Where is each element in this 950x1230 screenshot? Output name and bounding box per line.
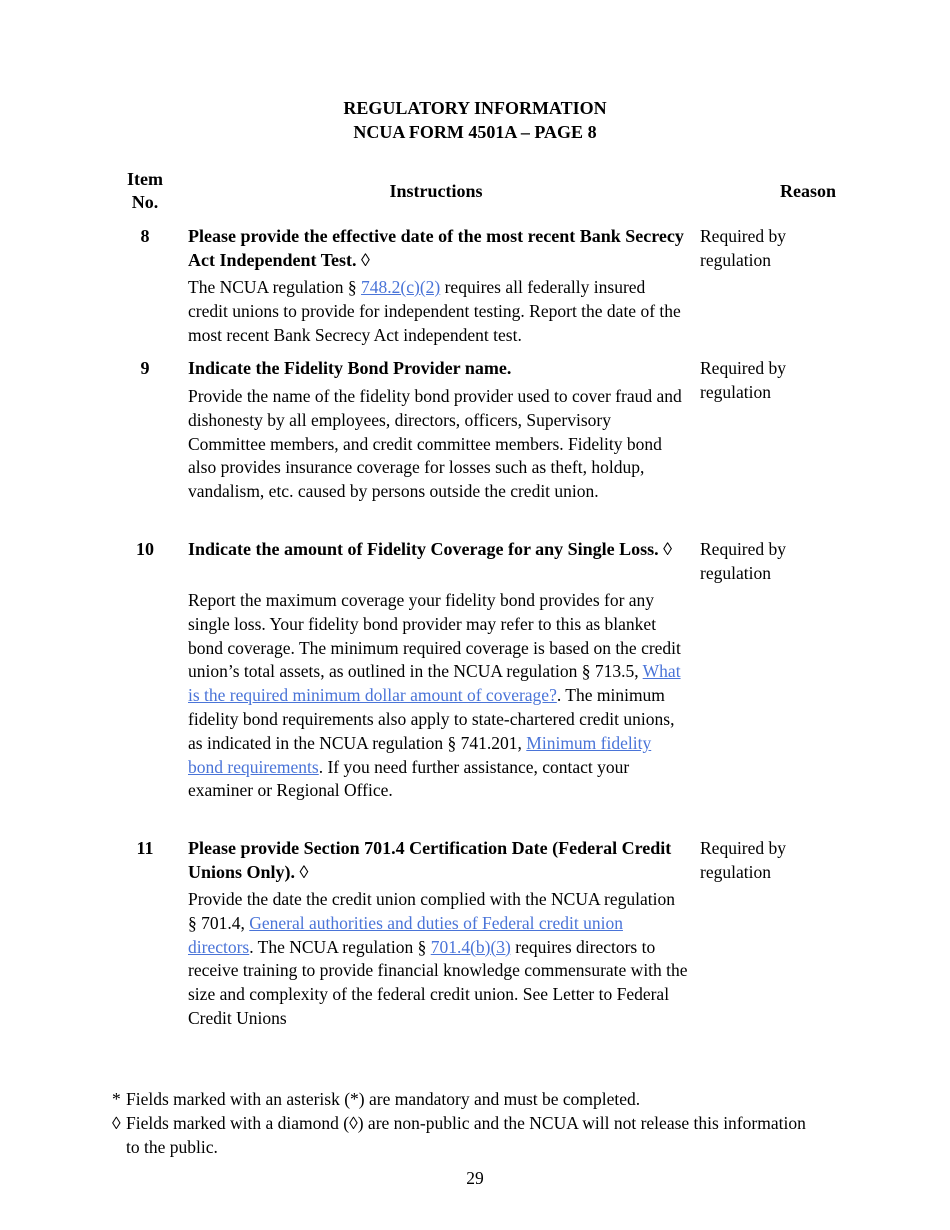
item-question: Indicate the Fidelity Bond Provider name. [188, 358, 512, 378]
item-number: 8 [140, 226, 150, 246]
item-description: Report the maximum coverage your fidelity bond provides for any single loss. Your fidelity bond provider may refer to this as blanket bond coverage. The minimum required coverage is based on the credit union’s total assets, as outlined in the NCUA regulation § 713.5, What is the required minimum dollar amount of coverage?. The minimum fidelity bond requirements also apply to state-chartered credit unions, as indicated in the NCUA regulation § 741.201, Minimum fidelity bond requirements. If you need further assistance, contact your examiner or Regional Office. [188, 590, 681, 801]
item-description: Provide the name of the fidelity bond provider used to cover fraud and dishonesty by all employees, directors, officers, Supervisory Committee members, and credit committee members. Fidelity bond also provides insurance coverage for losses such as theft, holdup, vandalism, etc. caused by persons outside the credit union. [188, 386, 682, 502]
diamond-mark: ◊ [112, 1113, 121, 1133]
regulation-link[interactable]: What is the required minimum dollar amount of coverage? [188, 661, 681, 706]
title-line-1: REGULATORY INFORMATION [343, 98, 607, 118]
item-question: Indicate the amount of Fidelity Coverage for any Single Loss. ◊ [188, 539, 673, 559]
item-number: 10 [136, 539, 154, 559]
regulation-link[interactable]: 748.2(c)(2) [361, 277, 441, 297]
regulation-link[interactable]: General authorities and duties of Federal credit union directors [188, 912, 623, 957]
footnote-asterisk: * Fields marked with an asterisk (*) are mandatory and must be completed. [112, 1089, 641, 1109]
item-reason: Required by regulation [700, 539, 787, 583]
column-header-item-no: Item No. [127, 169, 163, 212]
item-number: 11 [136, 838, 154, 858]
item-reason: Required by regulation [700, 226, 787, 270]
title-line-2: NCUA FORM 4501A – PAGE 8 [353, 122, 597, 142]
regulation-link[interactable]: 701.4(b)(3) [430, 936, 511, 957]
regulation-link[interactable]: Minimum fidelity bond requirements [188, 732, 652, 777]
column-header-instructions: Instructions [389, 181, 483, 201]
column-header-reason: Reason [779, 181, 836, 201]
item-question: Please provide the effective date of the most recent Bank Secrecy Act Independent Test. ◊ [188, 226, 684, 270]
asterisk-mark: * [112, 1089, 121, 1109]
item-reason: Required by regulation [700, 838, 787, 882]
item-question: Please provide Section 701.4 Certification Date (Federal Credit Unions Only). ◊ [188, 838, 672, 882]
item-description: Provide the date the credit union complied with the NCUA regulation § 701.4, General authorities and duties of Federal credit union directors. The NCUA regulation § 701.4(b)(3) requires directors to receive training to provide financial knowledge commensurate with the size and complexity of the federal credit union. See Letter to Federal Credit Unions [188, 889, 688, 1028]
page-number: 29 [466, 1168, 484, 1188]
footnote-diamond: ◊ Fields marked with a diamond (◊) are non-public and the NCUA will not release this information to the public. [112, 1113, 806, 1157]
item-number: 9 [140, 358, 150, 378]
item-description: The NCUA regulation § 748.2(c)(2) requires all federally insured credit unions to provide for independent testing. Report the date of the most recent Bank Secrecy Act independent test. [188, 277, 681, 345]
page-title [0, 96, 950, 144]
item-reason: Required by regulation [700, 358, 787, 402]
